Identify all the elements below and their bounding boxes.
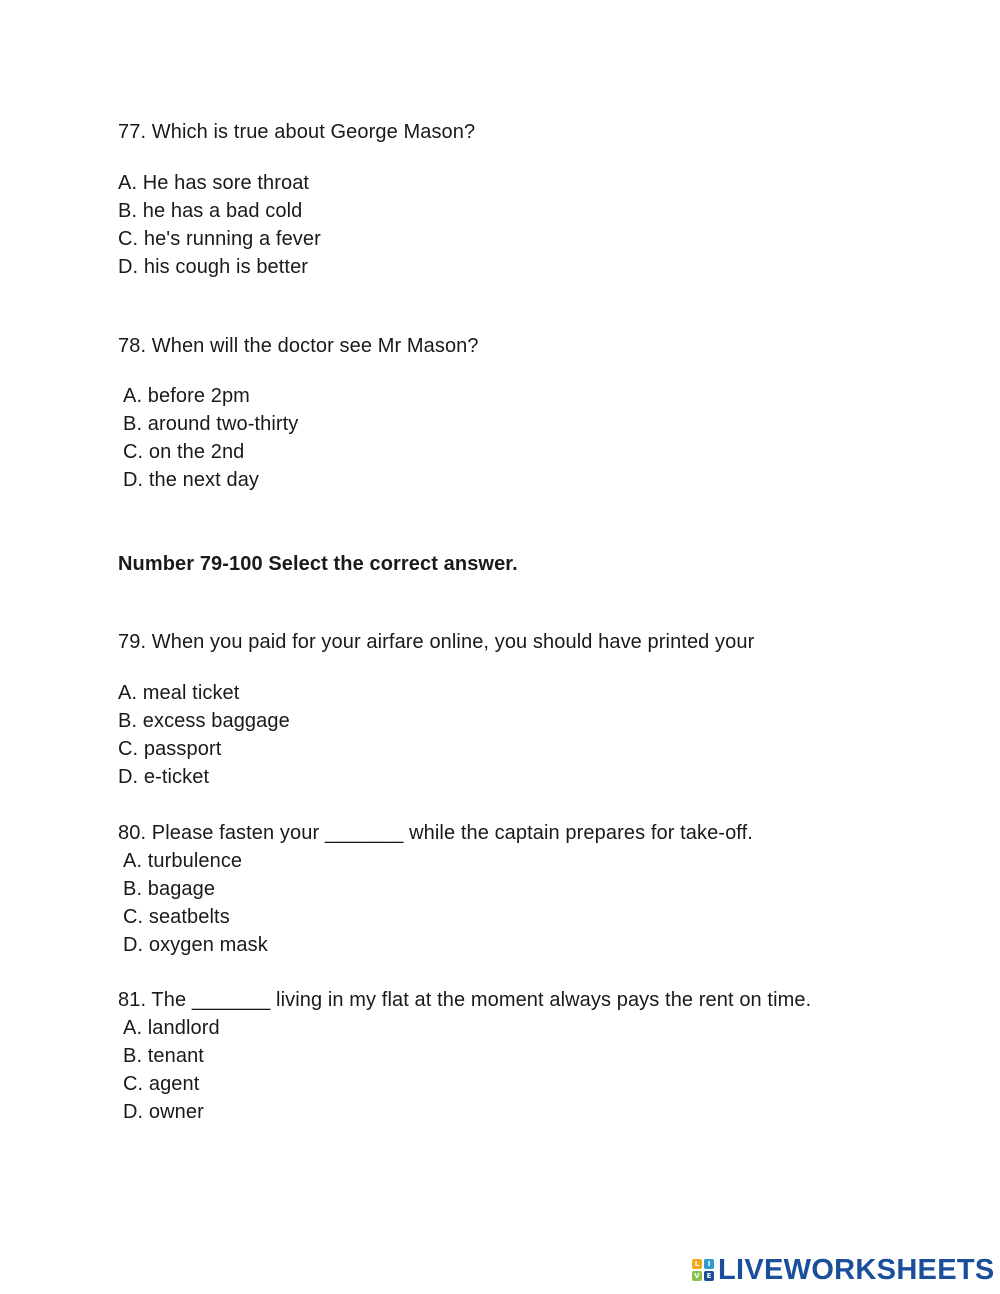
q78-option-b: B. around two-thirty <box>123 413 299 435</box>
question-77: 77. Which is true about George Mason? <box>118 121 476 143</box>
logo-mark-icon <box>692 1259 714 1281</box>
liveworksheets-logo <box>692 1254 995 1286</box>
q81-option-b: B. tenant <box>123 1045 204 1067</box>
question-79: 79. When you paid for your airfare online, you should have printed your <box>118 631 755 653</box>
q80-option-a: A. turbulence <box>123 850 243 872</box>
logo-mark-tile: I <box>704 1259 714 1269</box>
q77-option-b: B. he has a bad cold <box>118 200 303 222</box>
q77-option-d: D. his cough is better <box>118 256 309 278</box>
q78-option-c: C. on the 2nd <box>123 441 245 463</box>
q79-option-a: A. meal ticket <box>118 682 240 704</box>
q78-option-a: A. before 2pm <box>123 385 250 407</box>
logo-text: LIVEWORKSHEETS <box>718 1253 995 1286</box>
q80-option-c: C. seatbelts <box>123 906 230 928</box>
question-78: 78. When will the doctor see Mr Mason? <box>118 335 479 357</box>
q77-option-a: A. He has sore throat <box>118 172 310 194</box>
logo-mark-tile: E <box>704 1271 714 1281</box>
q78-option-d: D. the next day <box>123 469 260 491</box>
q81-option-c: C. agent <box>123 1073 200 1095</box>
q79-option-c: C. passport <box>118 738 222 760</box>
q79-option-b: B. excess baggage <box>118 710 290 732</box>
q77-option-c: C. he's running a fever <box>118 228 321 250</box>
section-heading: Number 79-100 Select the correct answer. <box>118 553 518 575</box>
q81-option-d: D. owner <box>123 1101 204 1123</box>
question-80: 80. Please fasten your _______ while the captain prepares for take-off. <box>118 822 753 844</box>
question-81: 81. The _______ living in my flat at the moment always pays the rent on time. <box>118 989 812 1011</box>
q80-option-d: D. oxygen mask <box>123 934 268 956</box>
logo-mark-tile: V <box>692 1271 702 1281</box>
q80-option-b: B. bagage <box>123 878 216 900</box>
logo-mark-tile: L <box>692 1259 702 1269</box>
q81-option-a: A. landlord <box>123 1017 220 1039</box>
q79-option-d: D. e-ticket <box>118 766 210 788</box>
